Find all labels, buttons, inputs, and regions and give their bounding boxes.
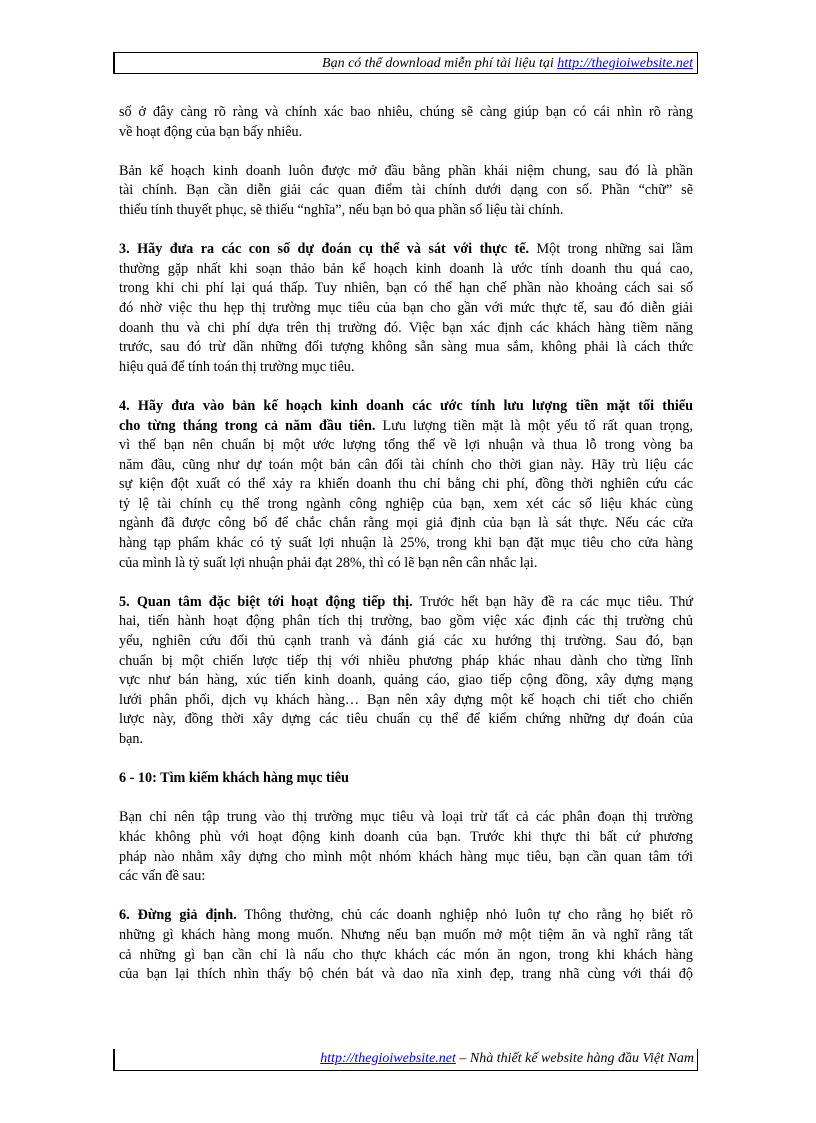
text-line: vì thế bạn nên chuẩn bị một ước lượng tổng thể về lợi nhuận và thua lỗ trong vòng ba (119, 437, 693, 454)
text-line: bạn. (119, 731, 144, 747)
text-line: năm đầu, cũng như dự toán một bản cân đối tài chính cho thời gian này. Hãy trù liệu các (119, 456, 693, 473)
page-footer (113, 1049, 698, 1071)
text-line: của bạn lại thích nhìn thấy bộ chén bát và dao nĩa xinh đẹp, trang nhã cùng với thái độ (119, 966, 693, 983)
paragraph-heading: 6. Đừng giả định. (119, 907, 237, 924)
paragraph-7 (119, 906, 693, 984)
footer-suffix: – Nhà thiết kế website hàng đầu Việt Nam (455, 1051, 694, 1066)
text-line: doanh thu và chi phí dựa trên thị trường đó. Việc bạn xác định các khách hàng tiềm năng (119, 319, 693, 336)
text-line: sự kiện đột xuất có thể xảy ra khiến doanh thu chỉ bằng chi phí, đồng thời nghiên cứu các (119, 476, 693, 493)
header-text (322, 56, 693, 72)
paragraph-heading: cho từng tháng trong cả năm đầu tiên. (119, 417, 376, 434)
text-line: chuẩn bị một chiến lược tiếp thị với nhiều phương pháp khác nhau dành cho từng lĩnh (119, 652, 693, 669)
paragraph-6 (119, 808, 693, 886)
paragraph-2 (119, 162, 693, 221)
text-line: thiếu tính thuyết phục, sẽ thiếu “nghĩa”, nếu bạn bỏ qua phần số liệu tài chính. (119, 201, 564, 218)
text-line: hàng tạp phẩm khác có tỷ suất lợi nhuận là 25%, trong khi bạn đặt mục tiêu cho cửa hàng (119, 535, 693, 552)
text-line: hiệu quả để tính toán thị trường mục tiêu. (119, 358, 355, 375)
text-line: trong khi chi phí lại quá thấp. Tuy nhiên, bạn có thể hạn chế phần nào khoảng cách sai số (119, 280, 693, 297)
footer-text (320, 1051, 694, 1067)
paragraph-1 (119, 103, 693, 142)
header-link[interactable]: http://thegioiwebsite.net (557, 56, 693, 71)
text-line: thường gặp nhất khi soạn thảo bản kế hoạch kinh doanh là ước tính doanh thu quá cao, (119, 260, 693, 277)
text-line: những gì khách hàng mong muốn. Nhưng nếu bạn muốn mở một tiệm ăn và nghĩ rằng tất (119, 926, 693, 943)
section-heading (119, 769, 693, 789)
text-line: của mình là tỷ suất lợi nhuận phải đạt 28%, thì có lẽ bạn nên cân nhắc lại. (119, 554, 538, 571)
text-line: lưới phân phối, dịch vụ khách hàng… Bạn nên xây dựng một kế hoạch chi tiết cho chiến (119, 691, 693, 708)
text-line: 6. Đừng giả định. Thông thường, chủ các doanh nghiệp nhỏ luôn tự cho rằng họ biết rõ (119, 907, 693, 924)
text-line: số ở đây càng rõ ràng và chính xác bao nhiêu, chúng sẽ càng giúp bạn có cái nhìn rõ ràng (119, 104, 693, 120)
text-line: đó nhờ việc thu hẹp thị trường mục tiêu của bạn cho gần với mức thực tế, sau đó diễn giải (119, 299, 693, 316)
text-line: pháp nào nhằm xây dựng cho mình một nhóm khách hàng mục tiêu, bạn cần quan tâm tới (119, 848, 693, 865)
paragraph-heading: 4. Hãy đưa vào bản kế hoạch kinh doanh các ước tính lưu lượng tiền mặt tối thiểu (119, 397, 693, 414)
text-line: tài chính. Bạn cần diễn giải các quan điểm tài chính dưới dạng con số. Phần “chữ” sẽ (119, 182, 693, 199)
text-line: Bạn chỉ nên tập trung vào thị trường mục tiêu và loại trừ tất cả các phân đoạn thị trường (119, 809, 693, 826)
paragraph-heading: 5. Quan tâm đặc biệt tới hoạt động tiếp thị. (119, 593, 413, 610)
text-line: các vấn đề sau: (119, 868, 206, 885)
header-prefix: Bạn có thể download miễn phí tài liệu tại (322, 56, 558, 71)
text-line: 6 - 10: Tìm kiếm khách hàng mục tiêu (119, 770, 349, 787)
paragraph-5 (119, 593, 693, 750)
paragraph-heading: 3. Hãy đưa ra các con số dự đoán cụ thể và sát với thực tế. (119, 241, 530, 258)
text-line: cho từng tháng trong cả năm đầu tiên. Lưu lượng tiền mặt là một yếu tố rất quan trọng, (119, 417, 693, 434)
text-line: yếu, nghiên cứu đối thủ cạnh tranh và đánh giá các xu hướng thị trường. Sau đó, bạn (119, 633, 693, 650)
text-line: khác không phù với hoạt động kinh doanh của bạn. Trước khi thực thi bất cứ phương (119, 828, 693, 845)
document-body (119, 103, 693, 1004)
text-line: 5. Quan tâm đặc biệt tới hoạt động tiếp thị. Trước hết bạn hãy đề ra các mục tiêu. Thứ (119, 593, 694, 610)
paragraph-4 (119, 397, 693, 573)
text-line: ngành đã được công bố để chắc chắn rằng mọi giả định của bạn là sát thực. Nếu các cửa (119, 515, 693, 532)
text-line: vực như bán hàng, xúc tiến kinh doanh, quảng cáo, giao tiếp cộng đồng, xây dựng mạng (119, 672, 693, 689)
footer-link[interactable]: http://thegioiwebsite.net (320, 1051, 456, 1066)
text-line: về hoạt động của bạn bấy nhiêu. (119, 123, 303, 140)
text-line: hai, tiến hành hoạt động phân tích thị trường, bao gồm việc xác định các thị trường chủ (119, 613, 693, 630)
text-line: lược này, đồng thời xây dựng các tiêu chuẩn cụ thể để kiểm chứng những dự đoán của (119, 711, 693, 728)
page-header (113, 52, 698, 74)
text-line: 3. Hãy đưa ra các con số dự đoán cụ thể và sát với thực tế. Một trong những sai lầm (119, 241, 693, 258)
paragraph-3 (119, 240, 693, 377)
text-line: Bản kế hoạch kinh doanh luôn được mở đầu bằng phần khái niệm chung, sau đó là phần (119, 162, 693, 179)
text-line: trước, sau đó trừ dần những đối tượng không sẵn sàng mua sắm, không phải là cách thức (119, 339, 693, 356)
text-line: tỷ lệ tài chính cụ thể trong ngành công nghiệp của bạn, xem xét các số liệu khác cùng (119, 495, 693, 512)
text-line: cả những gì bạn cần chỉ là nấu cho thực khách các món ăn ngon, trong khi khách hàng (119, 946, 693, 963)
text-line (119, 397, 693, 417)
